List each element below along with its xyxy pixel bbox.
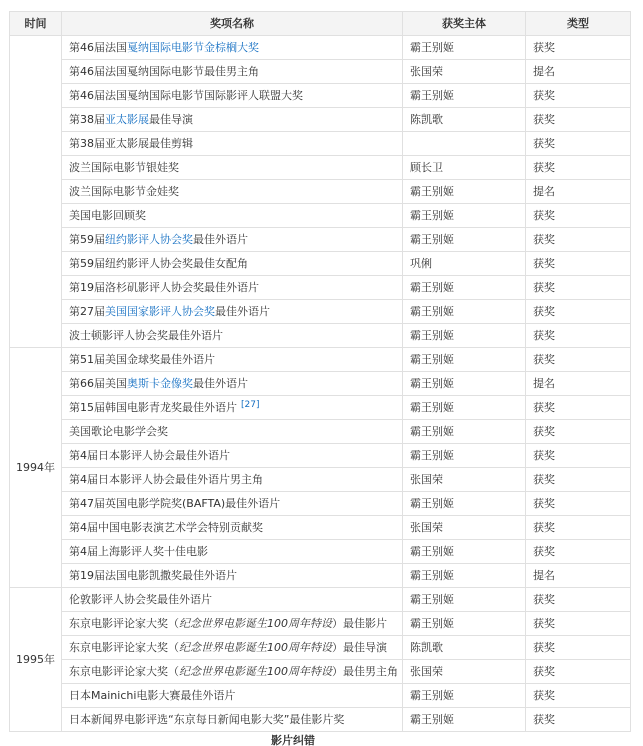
citation-link[interactable]: [27] — [241, 400, 260, 410]
award-text: 第38届亚太影展最佳剪辑 — [69, 137, 193, 150]
award-link[interactable]: 纽约影评人协会奖 — [105, 233, 193, 246]
award-text: 最佳外语片 — [193, 377, 248, 390]
type-cell: 获奖 — [526, 396, 631, 420]
table-row — [10, 540, 631, 564]
table-row — [10, 180, 631, 204]
award-text: 美国歌论电影学会奖 — [69, 425, 168, 438]
award-name-cell — [62, 492, 403, 516]
table-row — [10, 564, 631, 588]
award-name-cell — [62, 444, 403, 468]
table-row — [10, 156, 631, 180]
year-cell — [10, 36, 62, 348]
table-row — [10, 276, 631, 300]
award-name-cell — [62, 636, 403, 660]
award-text: ）最佳男主角 — [332, 665, 398, 678]
winner-cell: 张国荣 — [403, 516, 526, 540]
award-text: 日本Mainichi电影大赛最佳外语片 — [69, 689, 236, 702]
winner-cell: 霸王别姬 — [403, 348, 526, 372]
winner-cell: 霸王别姬 — [403, 684, 526, 708]
table-row — [10, 324, 631, 348]
award-text: 第4届中国电影表演艺术学会特别贡献奖 — [69, 521, 263, 534]
award-text: 第47届英国电影学院奖(BAFTA)最佳外语片 — [69, 497, 281, 510]
award-text: 波兰国际电影节银娃奖 — [69, 161, 179, 174]
type-cell: 获奖 — [526, 300, 631, 324]
type-cell: 获奖 — [526, 348, 631, 372]
type-cell: 获奖 — [526, 612, 631, 636]
award-link[interactable]: 奥斯卡金像奖 — [127, 377, 193, 390]
type-cell: 获奖 — [526, 420, 631, 444]
table-row — [10, 492, 631, 516]
type-cell: 获奖 — [526, 660, 631, 684]
award-name-cell — [62, 468, 403, 492]
table-row — [10, 108, 631, 132]
award-name-cell — [62, 540, 403, 564]
award-name-cell — [62, 252, 403, 276]
type-cell: 获奖 — [526, 276, 631, 300]
table-row — [10, 444, 631, 468]
table-row — [10, 396, 631, 420]
award-text: 最佳外语片 — [193, 233, 248, 246]
award-text: ）最佳影片 — [332, 617, 387, 630]
award-text: 第15届韩国电影青龙奖最佳外语片 — [69, 401, 237, 414]
type-cell: 获奖 — [526, 684, 631, 708]
type-cell: 提名 — [526, 372, 631, 396]
table-row — [10, 636, 631, 660]
award-text: 美国电影回顾奖 — [69, 209, 146, 222]
award-text: 第38届 — [69, 113, 105, 126]
table-row — [10, 228, 631, 252]
type-cell: 提名 — [526, 564, 631, 588]
award-text: 第4届日本影评人协会最佳外语片 — [69, 449, 230, 462]
award-name-cell — [62, 348, 403, 372]
winner-cell: 霸王别姬 — [403, 564, 526, 588]
header-award-name: 奖项名称 — [62, 12, 403, 36]
award-text: 第19届法国电影凯撒奖最佳外语片 — [69, 569, 237, 582]
award-name-cell — [62, 108, 403, 132]
type-cell: 获奖 — [526, 492, 631, 516]
award-name-cell — [62, 372, 403, 396]
winner-cell: 顾长卫 — [403, 156, 526, 180]
year-cell: 1995年 — [10, 588, 62, 732]
table-row — [10, 348, 631, 372]
award-text: 第27届 — [69, 305, 105, 318]
footer-text: 影片纠错 — [271, 734, 315, 746]
award-name-cell — [62, 588, 403, 612]
award-name-cell — [62, 156, 403, 180]
table-row — [10, 252, 631, 276]
winner-cell: 霸王别姬 — [403, 300, 526, 324]
award-name-cell — [62, 708, 403, 732]
award-text: 第46届法国戛纳国际电影节国际影评人联盟大奖 — [69, 89, 303, 102]
award-text: 第4届上海影评人奖十佳电影 — [69, 545, 208, 558]
table-row — [10, 516, 631, 540]
winner-cell: 霸王别姬 — [403, 228, 526, 252]
type-cell: 获奖 — [526, 228, 631, 252]
type-cell: 获奖 — [526, 636, 631, 660]
award-name-cell — [62, 684, 403, 708]
table-row — [10, 708, 631, 732]
award-text: 第4届日本影评人协会最佳外语片男主角 — [69, 473, 263, 486]
award-name-cell — [62, 132, 403, 156]
award-link[interactable]: 美国国家影评人协会奖 — [105, 305, 215, 318]
winner-cell: 霸王别姬 — [403, 540, 526, 564]
type-cell: 获奖 — [526, 516, 631, 540]
award-name-cell — [62, 228, 403, 252]
type-cell: 获奖 — [526, 540, 631, 564]
winner-cell: 霸王别姬 — [403, 276, 526, 300]
winner-cell: 霸王别姬 — [403, 420, 526, 444]
winner-cell: 陈凯歌 — [403, 636, 526, 660]
type-cell: 获奖 — [526, 36, 631, 60]
table-row — [10, 468, 631, 492]
type-cell: 获奖 — [526, 468, 631, 492]
winner-cell: 巩俐 — [403, 252, 526, 276]
type-cell: 获奖 — [526, 204, 631, 228]
award-note-text: 纪念世界电影诞生100周年特设 — [179, 665, 332, 678]
table-row — [10, 132, 631, 156]
type-cell: 获奖 — [526, 108, 631, 132]
award-name-cell — [62, 180, 403, 204]
table-row — [10, 300, 631, 324]
award-name-cell — [62, 612, 403, 636]
winner-cell: 霸王别姬 — [403, 180, 526, 204]
winner-cell: 张国荣 — [403, 60, 526, 84]
winner-cell: 霸王别姬 — [403, 612, 526, 636]
type-cell: 提名 — [526, 180, 631, 204]
award-link[interactable]: 戛纳国际电影节 — [127, 41, 204, 54]
type-cell: 获奖 — [526, 588, 631, 612]
winner-cell: 张国荣 — [403, 660, 526, 684]
winner-cell — [403, 132, 526, 156]
table-row — [10, 372, 631, 396]
award-note-text: 纪念世界电影诞生100周年特设 — [179, 641, 332, 654]
table-row — [10, 420, 631, 444]
award-name-cell — [62, 84, 403, 108]
award-link[interactable]: 金棕榈大奖 — [204, 41, 259, 54]
award-text: 第66届美国 — [69, 377, 127, 390]
award-text: 第59届纽约影评人协会奖最佳女配角 — [69, 257, 248, 270]
type-cell: 获奖 — [526, 324, 631, 348]
award-name-cell — [62, 36, 403, 60]
award-text: 最佳外语片 — [215, 305, 270, 318]
winner-cell: 霸王别姬 — [403, 708, 526, 732]
table-row — [10, 612, 631, 636]
award-note-text: 纪念世界电影诞生100周年特设 — [179, 617, 332, 630]
award-link[interactable]: 亚太影展 — [105, 113, 149, 126]
table-header-row — [10, 12, 631, 36]
table-row — [10, 84, 631, 108]
award-text: 东京电影评论家大奖（ — [69, 617, 179, 630]
header-winner: 获奖主体 — [403, 12, 526, 36]
table-row — [10, 684, 631, 708]
type-cell: 获奖 — [526, 132, 631, 156]
winner-cell: 陈凯歌 — [403, 108, 526, 132]
award-text: 东京电影评论家大奖（ — [69, 665, 179, 678]
award-text: 伦敦影评人协会奖最佳外语片 — [69, 593, 212, 606]
table-row — [10, 660, 631, 684]
type-cell: 获奖 — [526, 156, 631, 180]
award-text: ）最佳导演 — [332, 641, 387, 654]
award-name-cell — [62, 204, 403, 228]
winner-cell: 霸王别姬 — [403, 396, 526, 420]
winner-cell: 霸王别姬 — [403, 324, 526, 348]
award-text: 第51届美国金球奖最佳外语片 — [69, 353, 215, 366]
type-cell: 获奖 — [526, 84, 631, 108]
winner-cell: 霸王别姬 — [403, 84, 526, 108]
header-type: 类型 — [526, 12, 631, 36]
awards-table — [9, 11, 631, 732]
type-cell: 获奖 — [526, 708, 631, 732]
award-name-cell — [62, 276, 403, 300]
table-row — [10, 204, 631, 228]
award-text: 东京电影评论家大奖（ — [69, 641, 179, 654]
award-text: 第19届洛杉矶影评人协会奖最佳外语片 — [69, 281, 259, 294]
award-text: 波士顿影评人协会奖最佳外语片 — [69, 329, 223, 342]
award-text: 日本新闻界电影评选“东京每日新闻电影大奖”最佳影片奖 — [69, 713, 345, 726]
award-text: 第59届 — [69, 233, 105, 246]
type-cell: 获奖 — [526, 252, 631, 276]
winner-cell: 霸王别姬 — [403, 36, 526, 60]
award-text: 第46届法国 — [69, 41, 127, 54]
award-name-cell — [62, 660, 403, 684]
award-name-cell — [62, 60, 403, 84]
table-row — [10, 36, 631, 60]
year-cell: 1994年 — [10, 348, 62, 588]
award-name-cell — [62, 396, 403, 420]
winner-cell: 霸王别姬 — [403, 444, 526, 468]
table-row — [10, 60, 631, 84]
award-name-cell — [62, 420, 403, 444]
award-text: 最佳导演 — [149, 113, 193, 126]
type-cell: 提名 — [526, 60, 631, 84]
type-cell: 获奖 — [526, 444, 631, 468]
award-name-cell — [62, 324, 403, 348]
award-name-cell — [62, 516, 403, 540]
award-text: 第46届法国戛纳国际电影节最佳男主角 — [69, 65, 259, 78]
winner-cell: 张国荣 — [403, 468, 526, 492]
winner-cell: 霸王别姬 — [403, 372, 526, 396]
winner-cell: 霸王别姬 — [403, 492, 526, 516]
header-time: 时间 — [10, 12, 62, 36]
award-text: 波兰国际电影节金娃奖 — [69, 185, 179, 198]
award-name-cell — [62, 564, 403, 588]
winner-cell: 霸王别姬 — [403, 204, 526, 228]
award-name-cell — [62, 300, 403, 324]
table-row — [10, 588, 631, 612]
winner-cell: 霸王别姬 — [403, 588, 526, 612]
